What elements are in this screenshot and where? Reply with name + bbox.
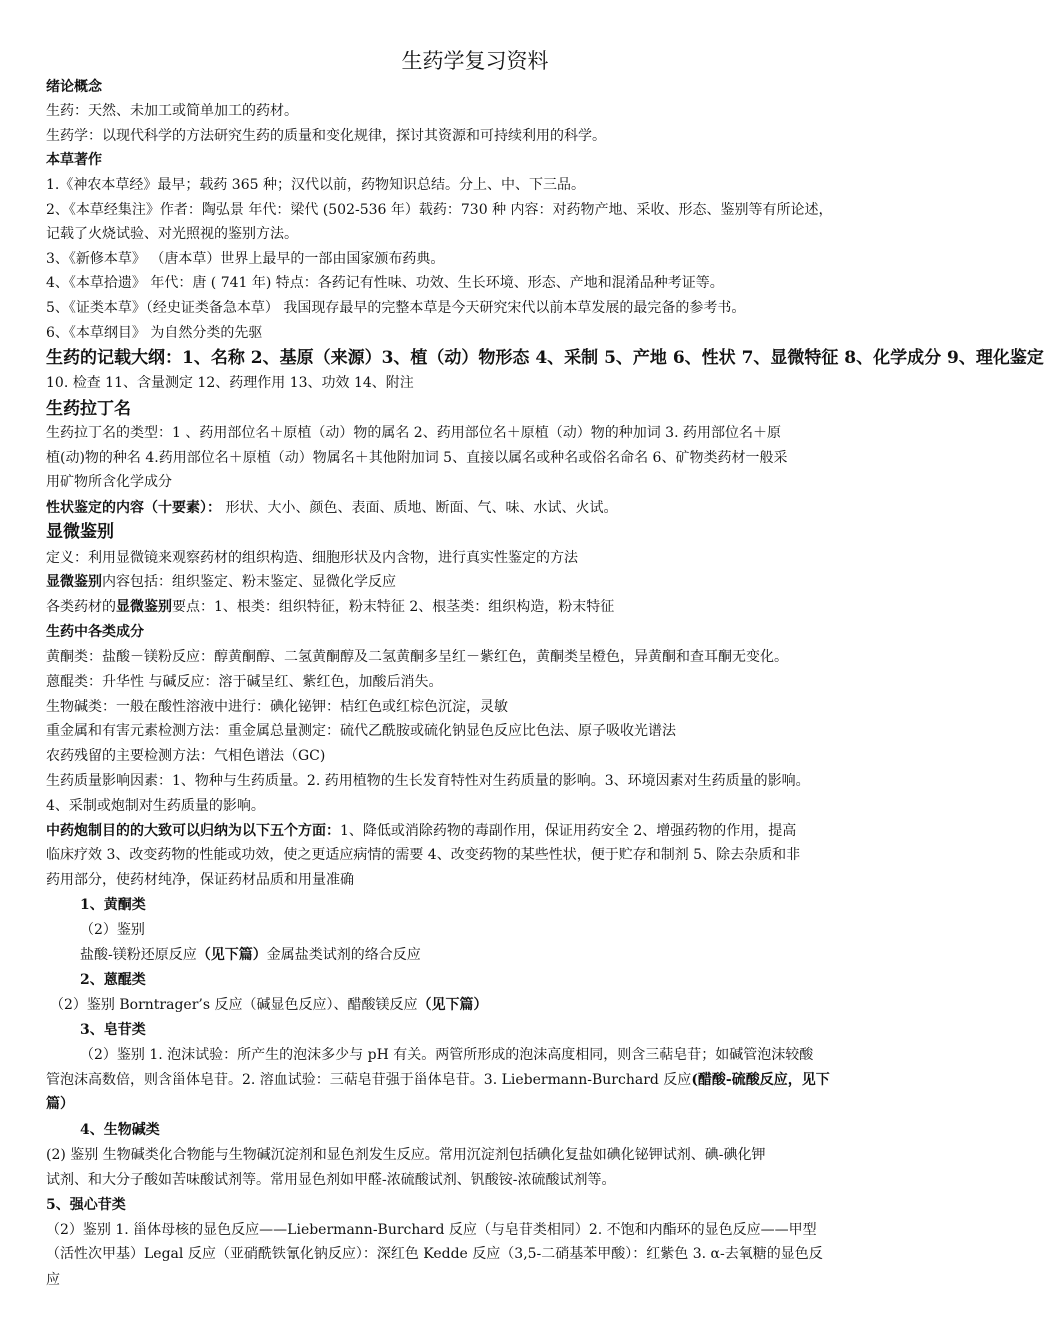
line-text: 定义：利用显微镜来观察药材的组织构造、细胞形状及内含物，进行真实性鉴定的方法 xyxy=(46,550,578,566)
line-text: 要点：1、根类：组织特征，粉末特征 2、根茎类：组织构造，粉末特征 xyxy=(172,599,615,615)
text-line xyxy=(46,546,578,570)
line-text: 盐酸-镁粉还原反应 xyxy=(80,947,197,963)
line-text: 1、黄酮类 xyxy=(80,897,146,913)
section-heading xyxy=(46,346,1044,370)
section-heading xyxy=(46,75,102,99)
line-text: 农药残留的主要检测方法：气相色谱法（GC) xyxy=(46,748,326,764)
text-line xyxy=(46,321,262,345)
text-line xyxy=(46,296,745,320)
line-text: 3、《新修本草》 （唐本草）世界上最早的一部由国家颁布药典。 xyxy=(46,251,445,267)
text-line xyxy=(46,421,781,445)
section-heading xyxy=(46,520,114,544)
text-line xyxy=(46,247,444,271)
line-text: 显微鉴别 xyxy=(46,522,114,542)
line-text: 生药拉丁名 xyxy=(46,399,131,419)
line-text: 用矿物所含化学成分 xyxy=(46,474,172,490)
line-text: 4、《本草拾遗》 年代：唐 ( 741 年) 特点：各药记有性味、功效、生长环境、形态、产地和混淆品种考证等。 xyxy=(46,275,724,291)
text-line xyxy=(46,496,617,520)
line-text: 生药中各类成分 xyxy=(46,624,144,640)
bold-phrase: （见下篇） xyxy=(196,947,267,963)
line-text: 药用部分，使药材纯净，保证药材品质和用量准确 xyxy=(46,872,354,888)
line-text: 绪论概念 xyxy=(46,79,102,95)
line-text: 生药：天然、未加工或简单加工的药材。 xyxy=(46,103,298,119)
text-line xyxy=(46,719,676,743)
line-text: 生药质量影响因素：1、物种与生药质量。2. 药用植物的生长发育特性对生药质量的影响。3、环境因素对生药质量的影响。 xyxy=(46,773,810,789)
text-line xyxy=(46,570,396,594)
text-line xyxy=(46,744,325,768)
section-heading xyxy=(46,148,102,172)
line-text: 金属盐类试剂的络合反应 xyxy=(266,947,421,963)
text-line xyxy=(46,868,354,892)
bold-phrase: 生药的记载大纲 xyxy=(46,348,165,368)
line-text: 篇） xyxy=(46,1096,74,1112)
text-line xyxy=(46,595,614,619)
line-text: （2）鉴别 Borntrager’s 反应（碱显色反应）、醋酸镁反应 xyxy=(50,997,418,1013)
line-text: 生物碱类：一般在酸性溶液中进行：碘化铋钾：桔红色或红棕色沉淀，灵敏 xyxy=(46,699,508,715)
line-text: 内容包括：组织鉴定、粉末鉴定、显微化学反应 xyxy=(102,574,396,590)
line-text: 4、采制或炮制对生药质量的影响。 xyxy=(46,798,265,814)
section-heading xyxy=(80,968,146,992)
text-line xyxy=(46,769,810,793)
text-line xyxy=(50,993,487,1017)
page-title: 生药学复习资料 xyxy=(401,49,549,73)
line-text: 本草著作 xyxy=(46,152,102,168)
line-text: 植(动)物的种名 4.药用部位名＋原植（动）物属名＋其他附加词 5、直接以属名或种名或俗名命名 6、矿物类药材一般采 xyxy=(46,450,788,466)
bold-phrase: 显微鉴别 xyxy=(46,574,102,590)
line-text: 黄酮类：盐酸－镁粉反应：醇黄酮醇、二氢黄酮醇及二氢黄酮多呈红－紫红色，黄酮类呈橙色，异黄酮和查耳酮无变化。 xyxy=(46,649,788,665)
text-line xyxy=(46,1143,765,1167)
line-text: （2）鉴别 1. 甾体母核的显色反应——Liebermann-Burchard 反应（与皂苷类相同）2. 不饱和内酯环的显色反应——甲型 xyxy=(46,1222,817,1238)
text-line xyxy=(46,173,585,197)
line-text: 1.《神农本草经》最早；载药 365 种；汉代以前，药物知识总结。分上、中、下三品。 xyxy=(46,177,585,193)
section-heading xyxy=(80,1018,146,1042)
text-line xyxy=(46,1218,817,1242)
line-text: 2、《本草经集注》作者：陶弘景 年代：梁代 (502-536 年）载药：730 种 内容：对药物产地、采收、形态、鉴别等有所论述， xyxy=(46,202,833,218)
section-heading xyxy=(46,1092,74,1116)
bold-phrase: 性状鉴定的内容（十要素）： xyxy=(46,500,221,516)
line-text: 6、《本草纲目》 为自然分类的先驱 xyxy=(46,325,263,341)
line-text: 管泡沫高数倍，则含甾体皂苷。2. 溶血试验：三萜皂苷强于甾体皂苷。3. Liebermann-Burchard 反应 xyxy=(46,1072,692,1088)
text-line xyxy=(46,1168,615,1192)
line-text: 应 xyxy=(46,1272,60,1288)
line-text: 形状、大小、颜色、表面、质地、断面、气、味、水试、火试。 xyxy=(221,500,618,516)
bold-phrase: 显微鉴别 xyxy=(116,599,172,615)
line-text: 各类药材的 xyxy=(46,599,116,615)
line-text: 1、降低或消除药物的毒副作用，保证用药安全 2、增强药物的作用，提高 xyxy=(340,823,797,839)
text-line xyxy=(46,695,508,719)
line-text: 10. 检查 11、含量测定 12、药理作用 13、功效 14、附注 xyxy=(46,375,414,391)
section-heading xyxy=(46,620,144,644)
line-text: 重金属和有害元素检测方法：重金属总量测定：硫代乙酰胺或硫化钠显色反应比色法、原子吸收光谱法 xyxy=(46,723,676,739)
text-line xyxy=(46,222,298,246)
text-line xyxy=(46,1242,823,1266)
line-text: 试剂、和大分子酸如苦味酸试剂等。常用显色剂如甲醛-浓硫酸试剂、钒酸铵-浓硫酸试剂等。 xyxy=(46,1172,616,1188)
section-heading xyxy=(46,397,131,421)
line-text: 5、强心苷类 xyxy=(46,1197,126,1213)
line-text: (2) 鉴别 生物碱类化合物能与生物碱沉淀剂和显色剂发生反应。常用沉淀剂包括碘化复盐如碘化铋钾试剂、碘-碘化钾 xyxy=(46,1147,766,1163)
bold-phrase: (醋酸-硫酸反应，见下 xyxy=(691,1072,830,1088)
line-text: 临床疗效 3、改变药物的性能或功效，使之更适应病情的需要 4、改变药物的某些性状，便于贮存和制剂 5、除去杂质和非 xyxy=(46,847,801,863)
line-text: 记载了火烧试验、对光照视的鉴别方法。 xyxy=(46,226,298,242)
text-line xyxy=(80,1043,813,1067)
text-line xyxy=(46,446,787,470)
text-line xyxy=(80,918,145,942)
text-line xyxy=(46,1068,830,1092)
text-line xyxy=(46,670,442,694)
line-text: （活性次甲基）Legal 反应（亚硝酰铁氰化钠反应）：深红色 Kedde 反应（3,5-二硝基苯甲酸）：红紫色 3. α-去氧糖的显色反 xyxy=(46,1246,823,1262)
bold-phrase: 中药炮制目的的大致可以归纳为以下五个方面： xyxy=(46,823,340,839)
bold-phrase: （见下篇） xyxy=(417,997,488,1013)
text-line xyxy=(46,843,800,867)
section-heading xyxy=(80,893,146,917)
text-line xyxy=(46,198,833,222)
text-line xyxy=(46,99,298,123)
text-line xyxy=(46,794,265,818)
text-line xyxy=(46,819,796,843)
text-line xyxy=(46,1268,60,1292)
text-line xyxy=(46,124,606,148)
line-text: 生药学：以现代科学的方法研究生药的质量和变化规律，探讨其资源和可持续利用的科学。 xyxy=(46,128,606,144)
line-text: 蒽醌类：升华性 与碱反应：溶于碱呈红、紫红色，加酸后消失。 xyxy=(46,674,443,690)
text-line xyxy=(80,943,421,967)
line-text: 3、皂苷类 xyxy=(80,1022,146,1038)
line-text: 4、生物碱类 xyxy=(80,1122,160,1138)
text-line xyxy=(46,271,724,295)
line-text: 2、蒽醌类 xyxy=(80,972,146,988)
line-text: 5、《证类本草》（经史证类备急本草） 我国现存最早的完整本草是今天研究宋代以前本草发展的最完备的参考书。 xyxy=(46,300,746,316)
text-line xyxy=(46,470,172,494)
line-text: （2）鉴别 1. 泡沫试验：所产生的泡沫多少与 pH 有关。两管所形成的泡沫高度相同，则含三萜皂苷；如碱管泡沫较酸 xyxy=(80,1047,814,1063)
text-line xyxy=(46,371,414,395)
text-line xyxy=(46,645,788,669)
line-text: （2）鉴别 xyxy=(80,922,145,938)
section-heading xyxy=(80,1118,160,1142)
line-text: 生药拉丁名的类型：1 、药用部位名＋原植（动）物的属名 2、药用部位名＋原植（动）物的种加词 3. 药用部位名＋原 xyxy=(46,425,781,441)
section-heading xyxy=(46,1193,126,1217)
line-text: ：1、名称 2、基原（来源）3、植（动）物形态 4、采制 5、产地 6、性状 7、显微特征 8、化学成分 9、理化鉴定 xyxy=(165,348,1044,368)
